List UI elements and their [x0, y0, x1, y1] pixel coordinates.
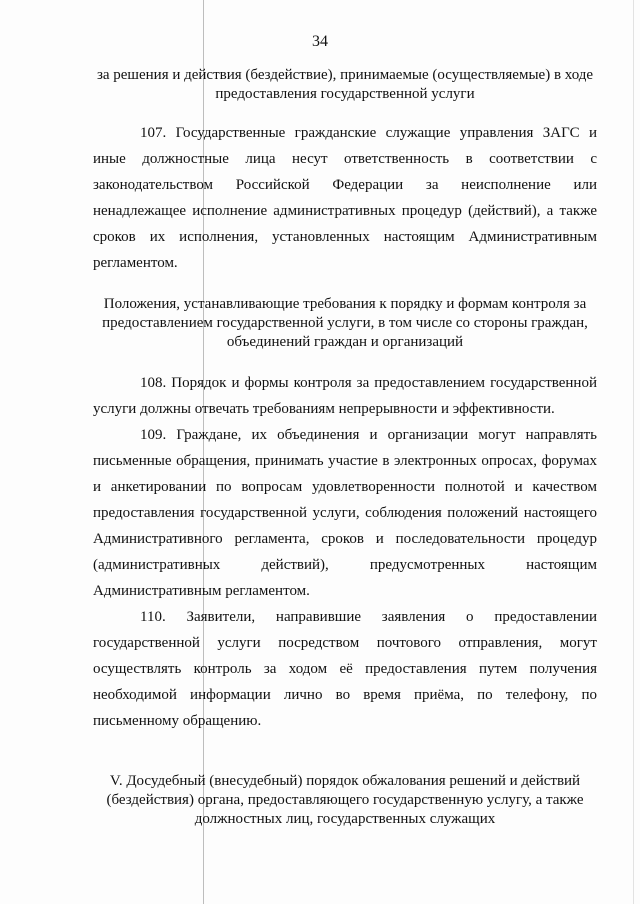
paragraph-109: 109. Граждане, их объединения и организации могут направлять письменные обращения, принимать участие в электронных опросах, форумах и анкетировании по вопросам удовлетворенности полнотой и качеством предоставления государственной услуги, соблюдения положений настоящего Административного регламента, сроков и последовательности процедур (административных действий), предусмотренных настоящим Административным регламентом. [93, 427, 597, 599]
paragraph-107: 107. Государственные гражданские служащие управления ЗАГС и иные должностные лица несут ответственность в соответствии с законодательством Российской Федерации за неисполнение или ненадлежащее исполнение административных процедур (действий), а также сроков их исполнения, установленных настоящим Административным регламентом. [93, 125, 597, 271]
section-heading: Положения, устанавливающие требования к порядку и формам контроля за предоставлением государственной услуги, в том числе со стороны граждан, объединений граждан и организаций [102, 296, 588, 350]
paragraph-110: 110. Заявители, направившие заявления о предоставлении государственной услуги посредством почтового отправления, могут осуществлять контроль за ходом её предоставления путем получения необходимой информации лично во время приёма, по телефону, по письменному обращению. [93, 609, 597, 729]
chapter-heading: V. Досудебный (внесудебный) порядок обжалования решений и действий (бездействия) органа, предоставляющего государственную услугу, а также должностных лиц, государственных служащих [106, 773, 584, 827]
document-body [93, 66, 597, 829]
page-number: 34 [312, 33, 328, 50]
intro-heading: за решения и действия (бездействие), принимаемые (осуществляемые) в ходе предоставления государственной услуги [96, 67, 594, 102]
paragraph-108: 108. Порядок и формы контроля за предоставлением государственной услуги должны отвечать требованиям непрерывности и эффективности. [93, 375, 597, 417]
scan-edge-line [633, 0, 634, 904]
